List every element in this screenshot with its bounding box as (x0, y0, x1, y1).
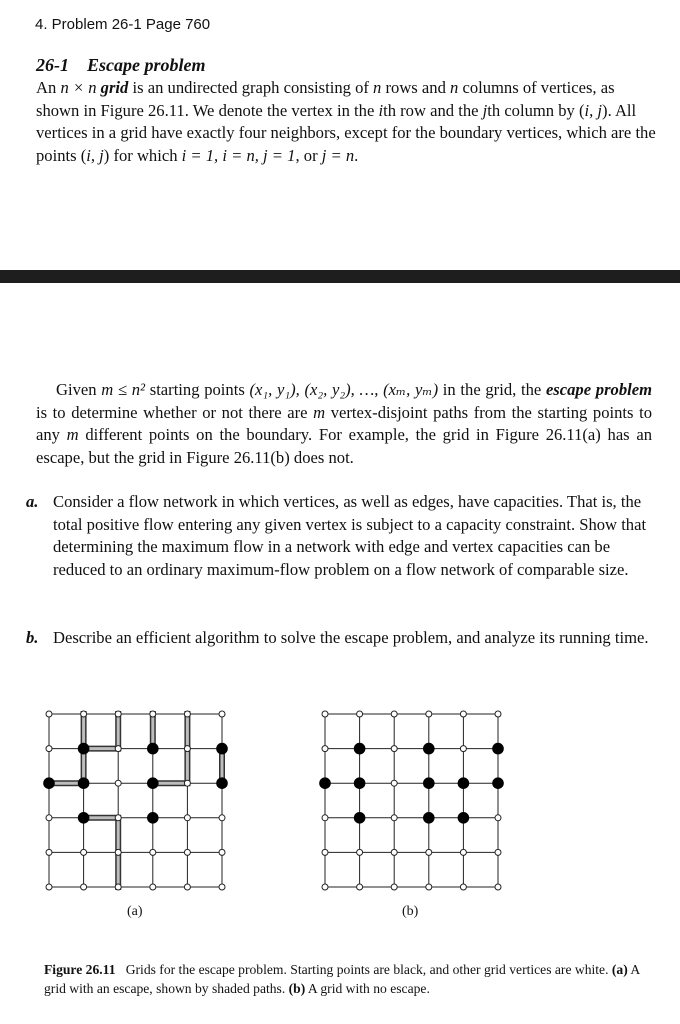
given-text: starting points (145, 380, 250, 399)
intro-math: i, j (584, 100, 603, 120)
caption-a-label: (a) (611, 962, 628, 977)
part-b-text: Describe an efficient algorithm to solve the escape problem, and analyze its running time. (53, 628, 649, 647)
intro-math: n × n (60, 78, 97, 97)
starting-point (354, 743, 366, 755)
caption-label: Figure 26.11 (44, 962, 116, 977)
white-vertex (391, 849, 397, 855)
page-header: 4. Problem 26-1 Page 760 (35, 16, 211, 33)
white-vertex (495, 884, 501, 890)
white-vertex (184, 849, 190, 855)
starting-point (216, 743, 228, 755)
starting-point (458, 777, 470, 789)
white-vertex (115, 849, 121, 855)
intro-math: j = n (321, 145, 355, 165)
part-b-label: b. (26, 628, 39, 647)
intro-text: columns of vertices, as shown in Figure 26.11. We denote the vertex in the (36, 78, 615, 120)
given-math: m ≤ n² (101, 380, 146, 399)
white-vertex (460, 711, 466, 717)
white-vertex (150, 884, 156, 890)
white-vertex (184, 884, 190, 890)
caption-text: Grids for the escape problem. Starting points are black, and other grid vertices are white. (125, 962, 612, 977)
problem-name: Escape problem (87, 55, 206, 75)
white-vertex (357, 711, 363, 717)
white-vertex (391, 815, 397, 821)
white-vertex (115, 780, 121, 786)
white-vertex (115, 711, 121, 717)
intro-text: rows and (381, 78, 451, 97)
grid-a (43, 711, 228, 890)
white-vertex (322, 711, 328, 717)
white-vertex (46, 746, 52, 752)
white-vertex (219, 884, 225, 890)
intro-math: n (450, 78, 459, 97)
starting-point (78, 777, 90, 789)
starting-point (423, 777, 435, 789)
white-vertex (184, 780, 190, 786)
problem-number: 26-1 (36, 55, 69, 75)
starting-point (354, 777, 366, 789)
white-vertex (46, 849, 52, 855)
starting-point (319, 777, 331, 789)
white-vertex (391, 780, 397, 786)
problem-part-a (26, 491, 650, 581)
white-vertex (495, 849, 501, 855)
grid-b (319, 711, 504, 890)
white-vertex (495, 815, 501, 821)
given-math: m (66, 425, 79, 445)
intro-text: . (354, 145, 359, 165)
intro-text: An (36, 78, 61, 97)
given-paragraph (36, 379, 652, 469)
intro-math: i (378, 100, 384, 120)
starting-point (423, 812, 435, 824)
given-text: vertex-disjoint paths from the starting points to any (36, 402, 652, 445)
problem-title (36, 55, 206, 76)
figure-caption (44, 960, 654, 998)
white-vertex (219, 815, 225, 821)
caption-b-text: A grid with no escape. (305, 981, 430, 996)
white-vertex (219, 711, 225, 717)
starting-point (147, 812, 159, 824)
intro-math: n (373, 78, 382, 97)
given-text: is to determine whether or not there are (36, 402, 314, 422)
white-vertex (115, 815, 121, 821)
white-vertex (426, 884, 432, 890)
white-vertex (322, 884, 328, 890)
white-vertex (184, 746, 190, 752)
part-a-text: Consider a flow network in which vertices, as well as edges, have capacities. That is, the total positive flow entering any given vertex is subject to a capacity constraint. Show that determining the maximum flow in a network with edge and vertex capacities can be reduced to an ordinary maximum-flow problem on a flow network of comparable size. (53, 492, 647, 579)
page-divider (0, 270, 680, 283)
intro-text: th row and the (383, 100, 483, 120)
white-vertex (46, 884, 52, 890)
white-vertex (115, 746, 121, 752)
white-vertex (115, 884, 121, 890)
white-vertex (184, 711, 190, 717)
white-vertex (391, 746, 397, 752)
intro-paragraph (36, 77, 656, 167)
intro-text: ). All vertices in a grid have exactly four neighbors, except for the boundary vertices, which are the points ( (36, 100, 656, 165)
given-term: escape problem (545, 380, 653, 399)
white-vertex (81, 711, 87, 717)
given-math: (x₁, y₁), (x₂, y₂), …, (xₘ, yₘ) (249, 380, 439, 399)
white-vertex (391, 711, 397, 717)
part-a-label: a. (26, 492, 39, 511)
white-vertex (391, 884, 397, 890)
white-vertex (426, 849, 432, 855)
white-vertex (460, 849, 466, 855)
white-vertex (219, 849, 225, 855)
intro-term: grid (96, 78, 129, 97)
intro-math: j (482, 100, 488, 120)
starting-point (492, 743, 504, 755)
caption-a-text: A grid with an escape, shown by shaded paths. (44, 962, 640, 996)
intro-text: , or (295, 145, 322, 165)
starting-point (147, 743, 159, 755)
white-vertex (426, 711, 432, 717)
starting-point (458, 812, 470, 824)
white-vertex (322, 849, 328, 855)
given-text: Given (56, 380, 102, 399)
starting-point (78, 743, 90, 755)
white-vertex (184, 815, 190, 821)
intro-text: ) for which (103, 145, 182, 165)
starting-point (492, 777, 504, 789)
starting-point (147, 777, 159, 789)
starting-point (423, 743, 435, 755)
starting-point (216, 777, 228, 789)
white-vertex (150, 711, 156, 717)
white-vertex (322, 746, 328, 752)
white-vertex (81, 849, 87, 855)
intro-text: th column by ( (487, 100, 585, 120)
white-vertex (460, 746, 466, 752)
white-vertex (357, 849, 363, 855)
white-vertex (46, 815, 52, 821)
white-vertex (357, 884, 363, 890)
white-vertex (495, 711, 501, 717)
starting-point (78, 812, 90, 824)
white-vertex (81, 884, 87, 890)
intro-math: i, j (86, 145, 104, 165)
caption-b-label: (b) (288, 981, 306, 996)
starting-point (43, 777, 55, 789)
given-text: different points on the boundary. For example, the grid in Figure 26.11(a) has an escape, but the grid in Figure 26.11(b) does not. (36, 425, 653, 467)
intro-text: is an undirected graph consisting of (128, 78, 374, 97)
white-vertex (150, 849, 156, 855)
white-vertex (46, 711, 52, 717)
intro-math: i = 1, i = n, j = 1 (181, 145, 296, 165)
starting-point (354, 812, 366, 824)
problem-part-b (26, 627, 650, 650)
figure-label-b: (b) (402, 904, 419, 919)
white-vertex (322, 815, 328, 821)
figure-26-11 (40, 705, 640, 895)
given-text: in the grid, the (438, 380, 546, 399)
given-math: m (313, 402, 326, 422)
figure-label-a: (a) (127, 904, 143, 919)
white-vertex (460, 884, 466, 890)
